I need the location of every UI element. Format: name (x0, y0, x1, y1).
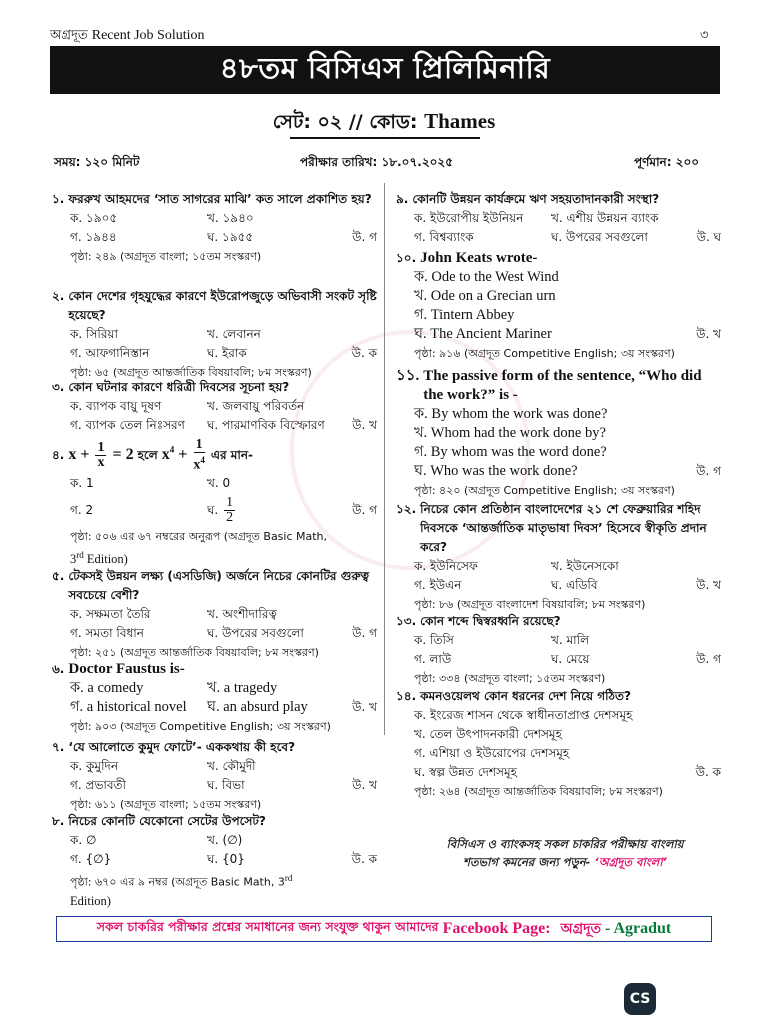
option-d: ঘ. এডিবি (551, 578, 598, 592)
page-reference: পৃষ্ঠা: ৮৬ (অগ্রদূত বাংলাদেশ বিষয়াবলি; ৮ম সংস্করণ) (414, 598, 646, 611)
page-reference: পৃষ্ঠা: ৬৭০ এর ৯ নম্বর (অগ্রদূত Basic Math, 3rd (70, 873, 293, 889)
header-subtitle: Recent Job Solution (91, 28, 205, 43)
page-reference-cont: Edition) (70, 893, 111, 908)
question-14 (396, 687, 721, 801)
answer: উ. গ (696, 652, 721, 666)
question-6 (52, 660, 377, 736)
page-number: ৩ (700, 28, 709, 43)
option-b: খ. (∅) (207, 833, 243, 847)
question-5 (52, 567, 377, 662)
question-number: ১১. (396, 368, 420, 384)
question-text: হলে (137, 447, 158, 462)
question-1 (52, 190, 377, 266)
question-4 (52, 438, 377, 569)
question-number: ১. (52, 192, 65, 206)
option-c: গ. a historical novel (70, 699, 187, 715)
question-3 (52, 378, 377, 435)
camscanner-logo-icon: CS (624, 983, 656, 1015)
page-reference: পৃষ্ঠা: ৬১১ (অগ্রদূত বাংলা; ১৫তম সংস্করণ) (70, 798, 262, 811)
question-number: ২. (52, 289, 65, 303)
option-a: ক. ইংরেজ শাসন থেকে স্বাধীনতাপ্রাপ্ত দেশসমূহ (414, 708, 633, 722)
brand-bn: অগ্রদূত (560, 921, 602, 937)
option-a: ক. ইউরোপীয় ইউনিয়ন (414, 211, 524, 225)
option-c: গ. Tintern Abbey (414, 307, 515, 323)
option-d: ঘ. মেয়ে (551, 652, 590, 666)
option-b: খ. মালি (551, 633, 590, 647)
option-d: ঘ. পারমাণবিক বিস্ফোরণ (207, 418, 325, 432)
question-text: কোন শব্দে দ্বিস্বরধ্বনি রয়েছে? (420, 614, 561, 628)
page-reference-cont: 3rd Edition) (70, 550, 128, 567)
question-text: কোন ঘটনার কারণে ধরিত্রী দিবসের সূচনা হয়? (68, 380, 290, 394)
answer: উ. খ (352, 418, 377, 432)
expression: $x^4$ + $\frac{1}{x^4}$ (161, 436, 205, 473)
option-d: ঘ. স্বল্প উন্নত দেশসমূহ উ. ক (396, 763, 721, 782)
exam-date: পরীক্ষার তারিখ: ১৮.০৭.২০২৫ (300, 155, 454, 169)
question-8 (52, 812, 377, 911)
option-c: গ. By whom was the word done? (414, 444, 607, 460)
question-text: কমনওয়েলথ কোন ধরনের দেশ নিয়ে গঠিত? (420, 689, 631, 703)
option-d: ঘ. Who was the work done? উ. গ (414, 463, 721, 479)
option-a: ক. By whom the work was done? (414, 406, 608, 422)
brand-en: - Agradut (605, 920, 672, 937)
option-a: ক. Ode to the West Wind (414, 269, 559, 285)
page-reference: পৃষ্ঠা: ৫০৬ এর ৬৭ নম্বরের অনুরূপ (অগ্রদূত Basic Math, (70, 530, 328, 543)
question-number: ৩. (52, 380, 65, 394)
option-b: খ. 0 (207, 476, 231, 490)
option-d: ঘ. $\frac{1}{2}$ (207, 494, 234, 525)
option-b: খ. Ode on a Grecian urn (414, 288, 556, 304)
question-text: কোনটি উন্নয়ন কার্যক্রমে ঋণ সহয়তাদানকারী সংস্থা? (412, 192, 660, 206)
option-a: ক. তিসি (414, 633, 454, 647)
facebook-label: Facebook Page: (442, 920, 551, 937)
title-banner: ৪৮তম বিসিএস প্রিলিমিনারি (50, 46, 720, 94)
option-b: খ. Whom had the work done by? (414, 425, 606, 441)
option-c: গ. প্রভাবতী (70, 778, 126, 792)
facebook-banner[interactable] (56, 916, 712, 942)
question-9 (396, 190, 721, 247)
option-d: ঘ. The Ancient Mariner উ. খ (414, 326, 721, 342)
question-text: ‘যে আলোতে কুমুদ ফোটে’- এককথায় কী হবে? (68, 740, 296, 754)
option-b: খ. কৌমুদী (207, 759, 256, 773)
promo-text (400, 835, 730, 871)
option-a: ক. 1 (70, 476, 94, 490)
option-a: ক. ∅ (70, 833, 97, 847)
option-a: ক. ১৯০৫ (70, 211, 118, 225)
option-c: গ. এশিয়া ও ইউরোপের দেশসমূহ (414, 746, 570, 760)
option-c: গ. আফগানিস্তান (70, 346, 150, 360)
exam-marks: পূর্ণমান: ২০০ (634, 155, 700, 169)
question-text: John Keats wrote- (420, 250, 538, 266)
answer: উ. গ (352, 626, 377, 640)
question-number: ৬. (52, 662, 65, 676)
question-text: নিচের কোন প্রতিষ্ঠান বাংলাদেশের ২১ শে ফেব্রুয়ারির শহিদ দিবসকে ‘আন্তর্জাতিক মাতৃভাষা দিবস’ হিসেবে স্বীকৃতি প্রদান করে? (420, 502, 707, 554)
running-header (50, 26, 205, 47)
question-10 (396, 249, 721, 363)
answer: উ. গ (352, 230, 377, 244)
question-number: ৭. (52, 740, 65, 754)
option-c: গ. ব্যাপক তেল নিঃসরণ (70, 418, 185, 432)
option-b: খ. জলবায়ু পরিবর্তন (207, 399, 305, 413)
option-c: গ. {∅} (70, 852, 112, 866)
question-text: নিচের কোনটি যেকোনো সেটের উপসেট? (68, 814, 266, 828)
header-brand: অগ্রদূত (50, 28, 88, 43)
exam-time: সময়: ১২০ মিনিট (54, 155, 140, 169)
option-c: গ. 2 (70, 502, 94, 517)
option-b: খ. তেল উৎপাদনকারী দেশসমূহ (414, 727, 562, 741)
option-c: গ. সমতা বিধান (70, 626, 144, 640)
option-a: ক. কুমুদিন (70, 759, 118, 773)
set-code (0, 108, 768, 140)
option-a: ক. সক্ষমতা তৈরি (70, 607, 151, 621)
page-reference: পৃষ্ঠা: ৪২০ (অগ্রদূত Competitive English; ৩য় সংস্করণ) (414, 484, 675, 497)
option-a: ক. ব্যাপক বায়ু দূষণ (70, 399, 162, 413)
answer: উ. খ (696, 327, 721, 341)
page-reference: পৃষ্ঠা: ২৫১ (অগ্রদূত আন্তর্জাতিক বিষয়াবলি; ৮ম সংস্করণ) (70, 646, 319, 659)
option-d: ঘ. an absurd play (207, 699, 308, 715)
option-d: ঘ. উপরের সবগুলো (207, 626, 304, 640)
option-b: খ. লেবানন (207, 327, 261, 341)
page-reference: পৃষ্ঠা: ৩৩৪ (অগ্রদূত বাংলা; ১৫তম সংস্করণ) (414, 672, 606, 685)
answer: উ. ক (351, 852, 377, 866)
option-b: খ. এশীয় উন্নয়ন ব্যাংক (551, 211, 659, 225)
question-number: ১৩. (396, 614, 417, 628)
page-reference: পৃষ্ঠা: ৯০৩ (অগ্রদূত Competitive English; ৩য় সংস্করণ) (70, 720, 331, 733)
set-underline (290, 137, 480, 139)
question-2 (52, 287, 377, 382)
option-b: খ. অংশীদারিত্ব (207, 607, 277, 621)
option-c: গ. লাউ (414, 652, 452, 666)
page-reference: পৃষ্ঠা: ৯১৬ (অগ্রদূত Competitive English; ৩য় সংস্করণ) (414, 347, 675, 360)
answer: উ. গ (352, 502, 377, 517)
question-text: এর মান- (210, 447, 254, 462)
question-text: Doctor Faustus is- (68, 661, 185, 677)
question-7 (52, 738, 377, 814)
answer: উ. খ (352, 700, 377, 714)
page-reference: পৃষ্ঠা: ২৪৯ (অগ্রদূত বাংলা; ১৫তম সংস্করণ) (70, 250, 262, 263)
answer: উ. ঘ (696, 230, 721, 244)
option-d: ঘ. {0} (207, 852, 245, 866)
answer: উ. খ (352, 778, 377, 792)
question-number: ৪. (52, 447, 65, 462)
equation: x + $\frac{1}{x}$ = 2 (68, 439, 134, 470)
option-c: গ. ইউএন (414, 578, 462, 592)
option-a: ক. a comedy (70, 680, 144, 696)
option-b: খ. a tragedy (207, 680, 278, 696)
option-a: ক. ইউনিসেফ (414, 559, 478, 573)
question-number: ৫. (52, 569, 65, 583)
option-d: ঘ. উপরের সবগুলো (551, 230, 648, 244)
question-number: ৮. (52, 814, 65, 828)
option-c: গ. বিশ্বব্যাংক (414, 230, 474, 244)
page-reference: পৃষ্ঠা: ৬৫ (অগ্রদূত আন্তর্জাতিক বিষয়াবলি; ৮ম সংস্করণ) (70, 366, 312, 379)
option-b: খ. ইউনেসকো (551, 559, 619, 573)
question-text: কোন দেশের গৃহযুদ্ধের কারণে ইউরোপজুড়ে অভিবাসী সংকট সৃষ্টি হয়েছে? (68, 289, 377, 322)
option-d: ঘ. ১৯৫৫ (207, 230, 254, 244)
answer: উ. খ (696, 578, 721, 592)
option-a: ক. সিরিয়া (70, 327, 118, 341)
question-number: ১২. (396, 502, 417, 516)
question-text: ফররুখ আহমদের ‘সাত সাগরের মাঝি’ কত সালে প্রকাশিত হয়? (68, 192, 372, 206)
set-label: সেট: ০২ // কোড: (272, 111, 418, 133)
question-11 (396, 367, 721, 500)
question-number: ১৪. (396, 689, 417, 703)
question-13 (396, 612, 721, 688)
promo-brand: ‘অগ্রদূত বাংলা’ (594, 855, 667, 869)
option-c: গ. ১৯৪৪ (70, 230, 117, 244)
question-text: The passive form of the sentence, “Who did the work?” is - (423, 368, 702, 403)
answer: উ. ক (351, 346, 377, 360)
page-reference: পৃষ্ঠা: ২৬৪ (অগ্রদূত আন্তর্জাতিক বিষয়াবলি; ৮ম সংস্করণ) (414, 785, 663, 798)
question-number: ১০. (396, 251, 417, 265)
promo-line-2: শতভাগ কমনের জন্য পড়ুন- ‘অগ্রদূত বাংলা’ (463, 855, 667, 869)
set-code-value: Thames (424, 109, 496, 133)
answer: উ. ক (695, 765, 721, 779)
option-d: ঘ. ইরাক (207, 346, 247, 360)
question-number: ৯. (396, 192, 409, 206)
question-text: টেকসই উন্নয়ন লক্ষ্য (এসডিজি) অর্জনে নিচের কোনটির গুরুত্ব সবচেয়ে বেশী? (68, 569, 370, 602)
column-divider (384, 183, 385, 735)
option-b: খ. ১৯৪০ (207, 211, 254, 225)
question-12 (396, 500, 721, 614)
option-d: ঘ. বিভা (207, 778, 245, 792)
promo-line-1: বিসিএস ও ব্যাংকসহ সকল চাকরির পরীক্ষায় বাংলায় (446, 837, 684, 851)
banner-text: সকল চাকরির পরীক্ষার প্রশ্নের সমাধানের জন্য সংযুক্ত থাকুন আমাদের (96, 919, 439, 934)
answer: উ. গ (696, 464, 721, 478)
